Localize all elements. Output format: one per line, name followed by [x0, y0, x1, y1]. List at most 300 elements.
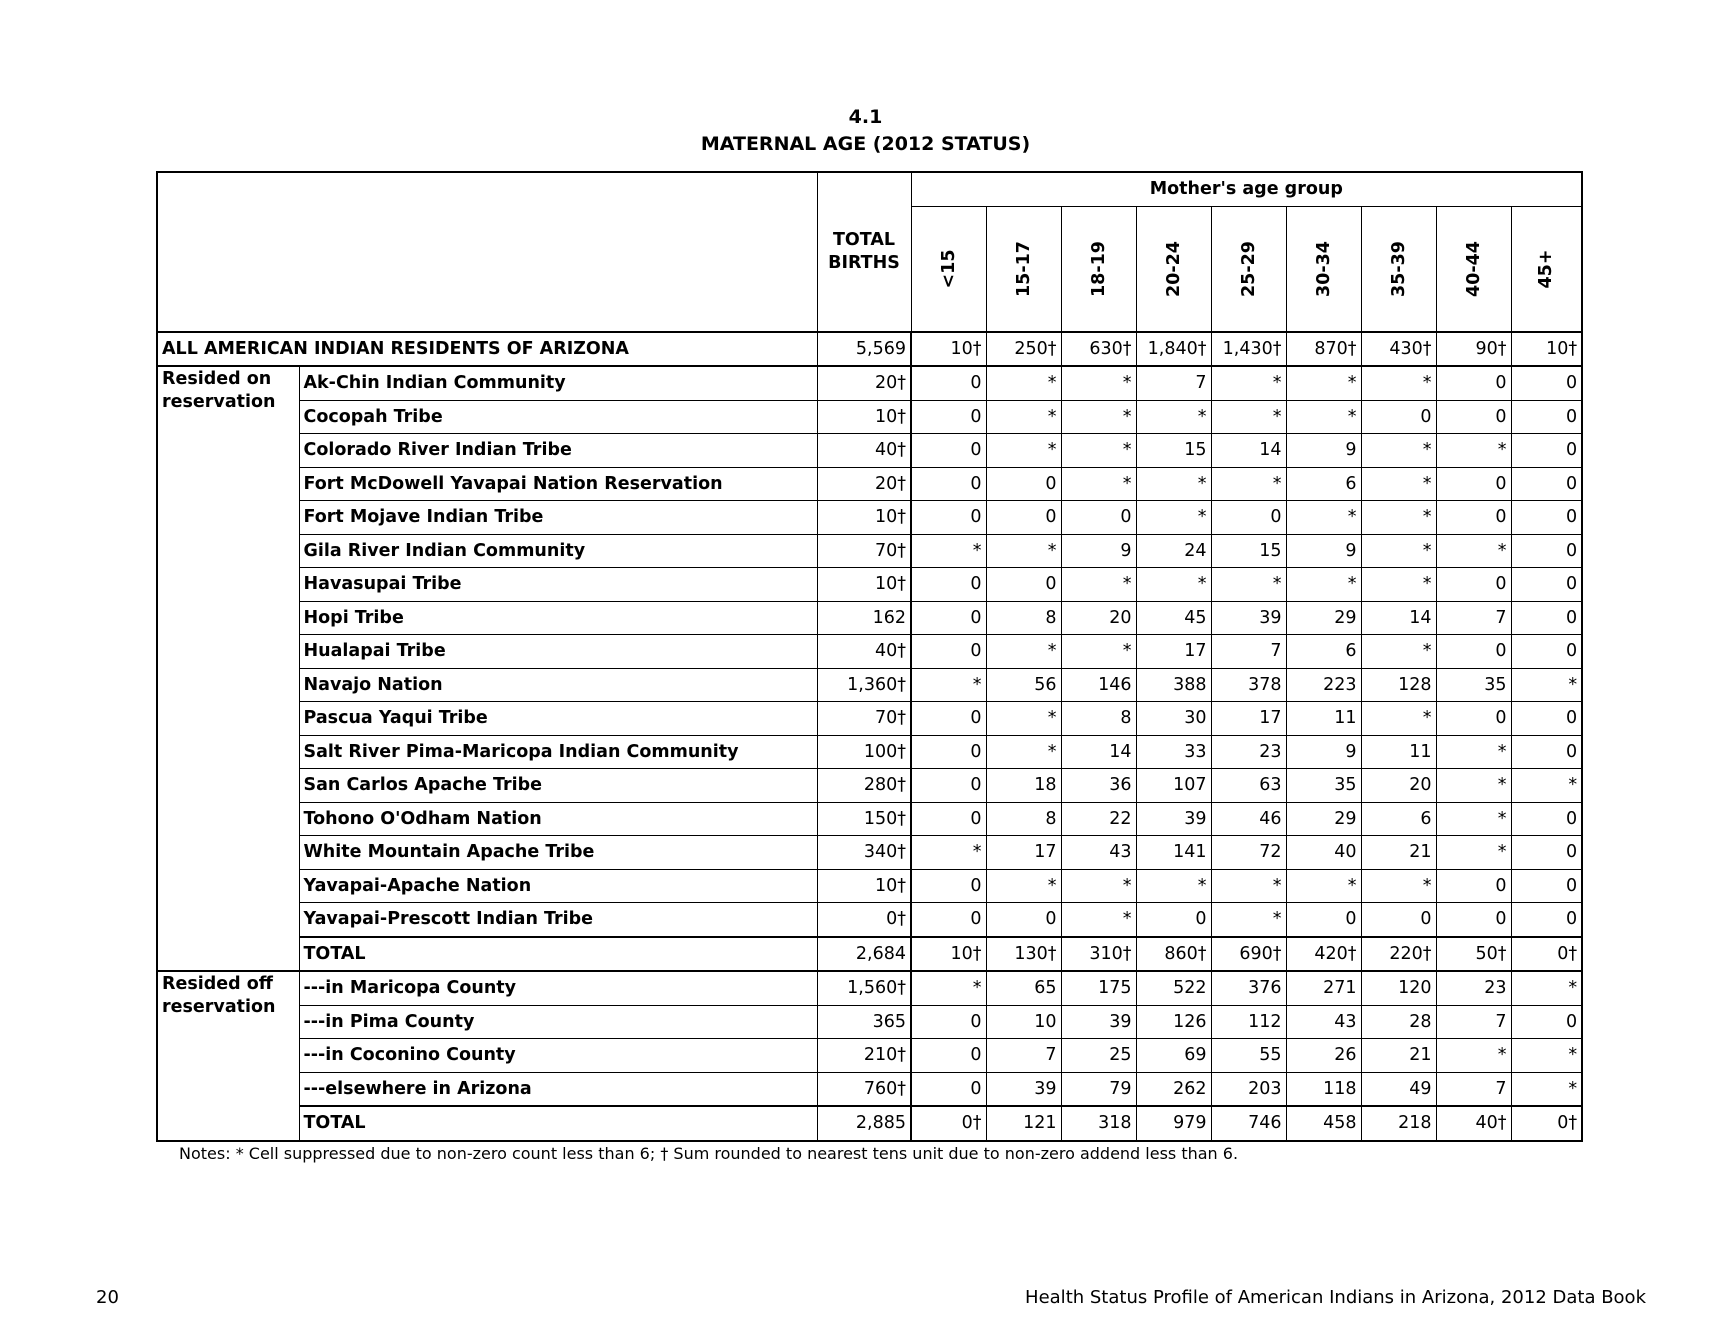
age-group-cell: 39: [986, 1072, 1061, 1106]
age-group-cell: 40†: [1436, 1106, 1511, 1141]
age-group-cell: 0: [1511, 501, 1582, 535]
age-group-cell: *: [1211, 903, 1286, 937]
age-group-cell: *: [1211, 467, 1286, 501]
age-group-cell: 522: [1136, 971, 1211, 1005]
age-group-cell: 63: [1211, 769, 1286, 803]
age-group-cell: 7: [1136, 366, 1211, 400]
row-label: Cocopah Tribe: [299, 400, 817, 434]
age-group-cell: *: [1061, 434, 1136, 468]
age-group-cell: 9: [1061, 534, 1136, 568]
age-group-cell: 0: [1436, 903, 1511, 937]
age-group-cell: 388: [1136, 668, 1211, 702]
total-row: [157, 937, 1582, 972]
row-label: ---in Pima County: [299, 1005, 817, 1039]
age-group-cell: 0: [911, 434, 986, 468]
total-births-cell: 40†: [817, 635, 911, 669]
age-group-cell: 0: [1511, 903, 1582, 937]
age-group-cell: 0: [1436, 501, 1511, 535]
total-births-cell: 20†: [817, 467, 911, 501]
table-row: [157, 1005, 1582, 1039]
age-group-cell: 0: [911, 1072, 986, 1106]
age-group-cell: *: [1211, 400, 1286, 434]
age-group-cell: 0: [1436, 568, 1511, 602]
table-row: [157, 467, 1582, 501]
age-group-header: <15: [911, 206, 986, 332]
age-group-cell: *: [1511, 1039, 1582, 1073]
age-group-cell: *: [1136, 869, 1211, 903]
age-group-cell: 0: [911, 1039, 986, 1073]
age-group-cell: *: [986, 434, 1061, 468]
age-group-cell: 0: [1511, 467, 1582, 501]
age-group-cell: 220†: [1361, 937, 1436, 972]
age-group-cell: 376: [1211, 971, 1286, 1005]
age-group-cell: 870†: [1286, 332, 1361, 367]
age-group-cell: *: [1361, 635, 1436, 669]
age-group-cell: 0: [1511, 434, 1582, 468]
age-group-cell: 0: [1511, 568, 1582, 602]
age-group-cell: 0: [1286, 903, 1361, 937]
age-group-cell: 25: [1061, 1039, 1136, 1073]
table-row: [157, 1039, 1582, 1073]
age-group-cell: *: [1361, 434, 1436, 468]
age-group-cell: *: [1136, 400, 1211, 434]
table-row: [157, 735, 1582, 769]
table-row: [157, 534, 1582, 568]
age-group-cell: 0: [911, 501, 986, 535]
age-group-cell: *: [1436, 802, 1511, 836]
age-group-cell: 30: [1136, 702, 1211, 736]
total-births-cell: 2,684: [817, 937, 911, 972]
age-group-cell: 420†: [1286, 937, 1361, 972]
age-group-cell: *: [1286, 568, 1361, 602]
age-group-cell: 128: [1361, 668, 1436, 702]
age-group-cell: 17: [1136, 635, 1211, 669]
table-row: [157, 1072, 1582, 1106]
total-births-cell: 70†: [817, 534, 911, 568]
age-group-cell: 0: [986, 501, 1061, 535]
age-group-header: 25-29: [1211, 206, 1286, 332]
age-group-cell: 11: [1286, 702, 1361, 736]
age-group-cell: *: [1211, 366, 1286, 400]
age-group-cell: 0: [1436, 869, 1511, 903]
age-group-cell: 39: [1136, 802, 1211, 836]
age-group-cell: *: [1061, 903, 1136, 937]
age-group-cell: 126: [1136, 1005, 1211, 1039]
age-group-cell: *: [1436, 769, 1511, 803]
age-group-cell: *: [1361, 568, 1436, 602]
row-label: Ak-Chin Indian Community: [299, 366, 817, 400]
age-group-cell: *: [1361, 366, 1436, 400]
age-group-cell: 860†: [1136, 937, 1211, 972]
age-group-cell: 0: [1511, 1005, 1582, 1039]
age-group-cell: 21: [1361, 836, 1436, 870]
age-group-cell: *: [986, 635, 1061, 669]
row-label: ---in Maricopa County: [299, 971, 817, 1005]
table-row: [157, 836, 1582, 870]
table-row: [157, 434, 1582, 468]
header-blank: [157, 172, 817, 332]
age-group-cell: 23: [1211, 735, 1286, 769]
age-group-cell: 630†: [1061, 332, 1136, 367]
age-group-cell: 8: [986, 802, 1061, 836]
age-group-cell: 141: [1136, 836, 1211, 870]
age-group-cell: 121: [986, 1106, 1061, 1141]
age-group-cell: 107: [1136, 769, 1211, 803]
row-label: San Carlos Apache Tribe: [299, 769, 817, 803]
age-group-cell: *: [1511, 769, 1582, 803]
age-group-cell: *: [1361, 501, 1436, 535]
age-group-cell: *: [1286, 400, 1361, 434]
age-group-cell: 35: [1286, 769, 1361, 803]
age-group-cell: 690†: [1211, 937, 1286, 972]
age-group-cell: *: [1436, 836, 1511, 870]
row-label: Yavapai-Apache Nation: [299, 869, 817, 903]
row-label: Tohono O'Odham Nation: [299, 802, 817, 836]
table-row: [157, 802, 1582, 836]
age-group-cell: 0: [1436, 400, 1511, 434]
table-row: [157, 601, 1582, 635]
age-group-cell: 72: [1211, 836, 1286, 870]
age-group-cell: 458: [1286, 1106, 1361, 1141]
table-row: [157, 568, 1582, 602]
age-group-cell: 45: [1136, 601, 1211, 635]
age-group-cell: 746: [1211, 1106, 1286, 1141]
age-group-cell: 15: [1211, 534, 1286, 568]
age-group-cell: 69: [1136, 1039, 1211, 1073]
age-group-cell: 0: [1436, 702, 1511, 736]
age-group-cell: 0: [911, 467, 986, 501]
age-group-cell: 14: [1361, 601, 1436, 635]
age-group-header: 18-19: [1061, 206, 1136, 332]
age-group-cell: 21: [1361, 1039, 1436, 1073]
age-group-cell: *: [986, 400, 1061, 434]
age-group-cell: *: [986, 702, 1061, 736]
age-group-cell: 7: [986, 1039, 1061, 1073]
age-group-cell: 1,840†: [1136, 332, 1211, 367]
age-group-cell: 46: [1211, 802, 1286, 836]
total-births-header: TOTAL BIRTHS: [817, 172, 911, 332]
age-group-cell: 55: [1211, 1039, 1286, 1073]
row-label: Hualapai Tribe: [299, 635, 817, 669]
age-group-cell: *: [911, 668, 986, 702]
age-group-cell: 0: [911, 869, 986, 903]
age-group-cell: 17: [1211, 702, 1286, 736]
age-group-cell: 0: [1511, 702, 1582, 736]
age-group-cell: 0: [1061, 501, 1136, 535]
age-group-cell: 130†: [986, 937, 1061, 972]
age-group-cell: 0: [1511, 735, 1582, 769]
age-group-cell: 0: [1511, 366, 1582, 400]
age-group-cell: 35: [1436, 668, 1511, 702]
age-group-cell: 0: [911, 903, 986, 937]
age-group-cell: 0: [911, 568, 986, 602]
age-group-cell: 378: [1211, 668, 1286, 702]
age-group-cell: 0: [1511, 836, 1582, 870]
age-group-cell: 10: [986, 1005, 1061, 1039]
row-label: Gila River Indian Community: [299, 534, 817, 568]
age-group-cell: *: [986, 869, 1061, 903]
total-births-cell: 1,560†: [817, 971, 911, 1005]
age-group-cell: *: [1136, 568, 1211, 602]
age-group-header: 35-39: [1361, 206, 1436, 332]
age-group-cell: 24: [1136, 534, 1211, 568]
row-label: ---in Coconino County: [299, 1039, 817, 1073]
age-group-cell: 49: [1361, 1072, 1436, 1106]
table-title: MATERNAL AGE (2012 STATUS): [700, 133, 1031, 155]
age-group-cell: 175: [1061, 971, 1136, 1005]
age-group-cell: 0: [911, 366, 986, 400]
total-births-cell: 100†: [817, 735, 911, 769]
age-group-cell: *: [1361, 702, 1436, 736]
row-label: ---elsewhere in Arizona: [299, 1072, 817, 1106]
all-residents-label: ALL AMERICAN INDIAN RESIDENTS OF ARIZONA: [157, 332, 817, 367]
row-label: Fort Mojave Indian Tribe: [299, 501, 817, 535]
table-row: [157, 668, 1582, 702]
age-group-cell: 20: [1061, 601, 1136, 635]
age-group-cell: 112: [1211, 1005, 1286, 1039]
age-group-cell: *: [911, 534, 986, 568]
age-group-cell: *: [1061, 467, 1136, 501]
age-group-cell: 0: [1436, 366, 1511, 400]
age-group-cell: *: [1211, 869, 1286, 903]
age-group-cell: 1,430†: [1211, 332, 1286, 367]
age-group-cell: 0: [1361, 903, 1436, 937]
age-group-cell: *: [1436, 534, 1511, 568]
total-births-cell: 0†: [817, 903, 911, 937]
total-births-cell: 162: [817, 601, 911, 635]
age-group-header: 45+: [1511, 206, 1582, 332]
table-number: 4.1: [848, 106, 883, 128]
age-group-cell: 979: [1136, 1106, 1211, 1141]
age-group-cell: 7: [1436, 1072, 1511, 1106]
age-group-header: 30-34: [1286, 206, 1361, 332]
resided-off-reservation-label: Resided off reservation: [157, 971, 299, 1141]
age-group-cell: *: [1061, 400, 1136, 434]
age-group-cell: 17: [986, 836, 1061, 870]
age-group-cell: *: [911, 971, 986, 1005]
age-group-cell: 18: [986, 769, 1061, 803]
row-label: White Mountain Apache Tribe: [299, 836, 817, 870]
age-group-cell: 0: [1436, 635, 1511, 669]
age-group-cell: 36: [1061, 769, 1136, 803]
age-group-cell: 40: [1286, 836, 1361, 870]
age-group-cell: 0: [1211, 501, 1286, 535]
age-group-cell: 0: [1511, 400, 1582, 434]
age-group-cell: *: [1436, 1039, 1511, 1073]
table-row: [157, 769, 1582, 803]
age-group-cell: 0: [911, 400, 986, 434]
mothers-age-group-header: Mother's age group: [911, 172, 1582, 206]
total-row: [157, 1106, 1582, 1141]
age-group-cell: 50†: [1436, 937, 1511, 972]
age-group-cell: 79: [1061, 1072, 1136, 1106]
age-group-cell: 0: [911, 635, 986, 669]
age-group-cell: 10†: [911, 332, 986, 367]
row-label: Hopi Tribe: [299, 601, 817, 635]
age-group-cell: 26: [1286, 1039, 1361, 1073]
total-births-cell: 5,569: [817, 332, 911, 367]
age-group-cell: *: [986, 735, 1061, 769]
age-group-cell: 430†: [1361, 332, 1436, 367]
age-group-cell: 0: [1511, 534, 1582, 568]
table-row: [157, 366, 1582, 400]
table-row: [157, 702, 1582, 736]
age-group-cell: 8: [986, 601, 1061, 635]
age-group-cell: *: [1286, 501, 1361, 535]
total-births-cell: 40†: [817, 434, 911, 468]
total-births-cell: 10†: [817, 869, 911, 903]
age-group-cell: 29: [1286, 802, 1361, 836]
table-row: [157, 501, 1582, 535]
age-group-cell: *: [1511, 668, 1582, 702]
age-group-cell: 90†: [1436, 332, 1511, 367]
age-group-cell: 0†: [911, 1106, 986, 1141]
age-group-cell: 146: [1061, 668, 1136, 702]
age-group-cell: 0: [986, 467, 1061, 501]
age-group-header: 40-44: [1436, 206, 1511, 332]
all-residents-row: [157, 332, 1582, 367]
table-row: [157, 635, 1582, 669]
age-group-cell: 15: [1136, 434, 1211, 468]
age-group-cell: 118: [1286, 1072, 1361, 1106]
age-group-cell: 43: [1061, 836, 1136, 870]
row-label: Yavapai-Prescott Indian Tribe: [299, 903, 817, 937]
total-births-cell: 10†: [817, 568, 911, 602]
total-births-cell: 1,360†: [817, 668, 911, 702]
age-group-cell: *: [1361, 534, 1436, 568]
age-group-cell: 8: [1061, 702, 1136, 736]
age-group-cell: 262: [1136, 1072, 1211, 1106]
row-label: Havasupai Tribe: [299, 568, 817, 602]
age-group-cell: 28: [1361, 1005, 1436, 1039]
table-row: [157, 903, 1582, 937]
maternal-age-table: [156, 171, 1583, 1142]
age-group-cell: *: [1211, 568, 1286, 602]
age-group-cell: *: [1361, 467, 1436, 501]
age-group-cell: 0: [911, 802, 986, 836]
table-notes: Notes: * Cell suppressed due to non-zero count less than 6; † Sum rounded to nearest tens unit due to non-zero addend less than 6.: [179, 1144, 1239, 1163]
age-group-cell: 39: [1061, 1005, 1136, 1039]
age-group-header: 20-24: [1136, 206, 1211, 332]
age-group-cell: 65: [986, 971, 1061, 1005]
age-group-cell: 0: [911, 702, 986, 736]
age-group-cell: 9: [1286, 735, 1361, 769]
age-group-cell: *: [1511, 1072, 1582, 1106]
age-group-cell: 10†: [911, 937, 986, 972]
age-group-cell: *: [1061, 635, 1136, 669]
age-group-cell: *: [1061, 568, 1136, 602]
age-group-cell: 7: [1211, 635, 1286, 669]
age-group-cell: *: [1436, 735, 1511, 769]
total-births-cell: 70†: [817, 702, 911, 736]
age-group-cell: 0†: [1511, 1106, 1582, 1141]
age-group-cell: 14: [1061, 735, 1136, 769]
age-group-cell: 318: [1061, 1106, 1136, 1141]
age-group-cell: 310†: [1061, 937, 1136, 972]
age-group-cell: 0: [1361, 400, 1436, 434]
age-group-cell: 56: [986, 668, 1061, 702]
age-group-cell: 0: [911, 769, 986, 803]
age-group-cell: 39: [1211, 601, 1286, 635]
age-group-cell: 11: [1361, 735, 1436, 769]
age-group-cell: 9: [1286, 434, 1361, 468]
age-group-cell: 0†: [1511, 937, 1582, 972]
age-group-header: 15-17: [986, 206, 1061, 332]
age-group-cell: *: [1511, 971, 1582, 1005]
age-group-cell: 7: [1436, 601, 1511, 635]
age-group-cell: 0: [986, 568, 1061, 602]
age-group-cell: 20: [1361, 769, 1436, 803]
age-group-cell: 22: [1061, 802, 1136, 836]
age-group-cell: *: [911, 836, 986, 870]
total-label: TOTAL: [299, 937, 817, 972]
total-births-cell: 210†: [817, 1039, 911, 1073]
total-births-cell: 2,885: [817, 1106, 911, 1141]
age-group-cell: 0: [1511, 802, 1582, 836]
age-group-cell: 218: [1361, 1106, 1436, 1141]
resided-on-reservation-label: Resided on reservation: [157, 366, 299, 971]
age-group-cell: 29: [1286, 601, 1361, 635]
age-group-cell: 9: [1286, 534, 1361, 568]
page-number: 20: [96, 1287, 119, 1308]
age-group-cell: 223: [1286, 668, 1361, 702]
age-group-cell: 7: [1436, 1005, 1511, 1039]
row-label: Pascua Yaqui Tribe: [299, 702, 817, 736]
age-group-cell: 271: [1286, 971, 1361, 1005]
table-row: [157, 400, 1582, 434]
age-group-cell: 250†: [986, 332, 1061, 367]
total-births-cell: 340†: [817, 836, 911, 870]
age-group-cell: 0: [911, 1005, 986, 1039]
age-group-cell: 0: [1136, 903, 1211, 937]
total-births-cell: 760†: [817, 1072, 911, 1106]
age-group-cell: *: [1061, 366, 1136, 400]
age-group-cell: 0: [911, 601, 986, 635]
age-group-cell: 6: [1361, 802, 1436, 836]
age-group-cell: 23: [1436, 971, 1511, 1005]
age-group-cell: 0: [1436, 467, 1511, 501]
total-births-cell: 365: [817, 1005, 911, 1039]
total-label: TOTAL: [299, 1106, 817, 1141]
age-group-cell: *: [1136, 501, 1211, 535]
table-row: [157, 869, 1582, 903]
age-group-cell: 33: [1136, 735, 1211, 769]
age-group-cell: 6: [1286, 635, 1361, 669]
total-births-cell: 10†: [817, 400, 911, 434]
age-group-cell: 0: [1511, 635, 1582, 669]
age-group-cell: 120: [1361, 971, 1436, 1005]
age-group-cell: *: [986, 366, 1061, 400]
age-group-cell: *: [1361, 869, 1436, 903]
total-births-cell: 150†: [817, 802, 911, 836]
row-label: Colorado River Indian Tribe: [299, 434, 817, 468]
age-group-cell: 43: [1286, 1005, 1361, 1039]
age-group-cell: 0: [1511, 601, 1582, 635]
age-group-cell: 0: [1511, 869, 1582, 903]
row-label: Fort McDowell Yavapai Nation Reservation: [299, 467, 817, 501]
total-births-cell: 10†: [817, 501, 911, 535]
age-group-cell: 0: [911, 735, 986, 769]
age-group-cell: *: [1136, 467, 1211, 501]
total-births-cell: 280†: [817, 769, 911, 803]
table-row: [157, 971, 1582, 1005]
age-group-cell: 6: [1286, 467, 1361, 501]
age-group-cell: *: [1286, 869, 1361, 903]
footer-book-title: Health Status Profile of American Indians in Arizona, 2012 Data Book: [1025, 1287, 1646, 1308]
age-group-cell: 10†: [1511, 332, 1582, 367]
row-label: Navajo Nation: [299, 668, 817, 702]
total-births-cell: 20†: [817, 366, 911, 400]
